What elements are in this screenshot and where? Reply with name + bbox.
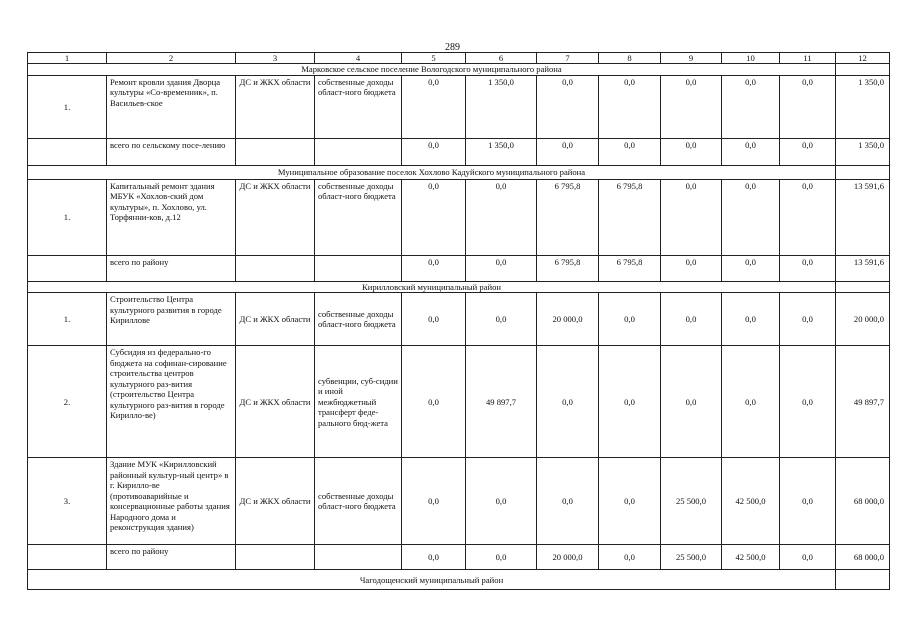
column-header: 1 <box>28 53 107 64</box>
value-cell: 0,0 <box>537 138 599 165</box>
value-cell: 0,0 <box>466 545 537 570</box>
object-name: Субсидия из федерально-го бюджета на софинан-сирование строительства центров культурного раз-вития (строительство Центра культурного раз-вития в городе Кирилло-ве) <box>107 346 236 458</box>
value-cell: 0,0 <box>466 255 537 281</box>
value-cell: 0,0 <box>599 458 661 545</box>
funding-source-cell: собственные доходы област-ного бюджета <box>315 75 402 138</box>
total-cell: 68 000,0 <box>836 458 890 545</box>
value-cell: 0,0 <box>466 458 537 545</box>
executor-cell: ДС и ЖКХ области <box>236 458 315 545</box>
subtotal-row <box>28 255 890 281</box>
empty-cell <box>836 64 890 75</box>
value-cell: 0,0 <box>537 458 599 545</box>
row-number: 1. <box>28 75 107 138</box>
section-title: Кирилловский муниципальный район <box>28 281 836 292</box>
value-cell: 0,0 <box>466 179 537 255</box>
total-cell: 13 591,6 <box>836 179 890 255</box>
empty-cell <box>315 255 402 281</box>
value-cell: 0,0 <box>599 545 661 570</box>
value-cell: 0,0 <box>722 293 780 346</box>
executor-cell: ДС и ЖКХ области <box>236 75 315 138</box>
value-cell: 42 500,0 <box>722 545 780 570</box>
section-header-row <box>28 64 890 75</box>
page-number: 289 <box>445 42 460 53</box>
empty-cell <box>236 255 315 281</box>
value-cell: 0,0 <box>599 138 661 165</box>
object-name: Капитальный ремонт здания МБУК «Хохлов-ский дом культуры», п. Хохлово, ул. Торфянни-ков, д.12 <box>107 179 236 255</box>
value-cell: 0,0 <box>599 346 661 458</box>
subtotal-row <box>28 138 890 165</box>
value-cell: 0,0 <box>722 75 780 138</box>
table-row <box>28 293 890 346</box>
value-cell: 1 350,0 <box>466 75 537 138</box>
value-cell: 0,0 <box>780 75 836 138</box>
empty-cell <box>836 281 890 292</box>
section-header-row <box>28 165 890 179</box>
total-cell: 13 591,6 <box>836 255 890 281</box>
value-cell: 42 500,0 <box>722 458 780 545</box>
column-header: 8 <box>599 53 661 64</box>
section-header-row <box>28 570 890 590</box>
column-header: 5 <box>402 53 466 64</box>
total-cell: 68 000,0 <box>836 545 890 570</box>
table-row <box>28 75 890 138</box>
column-header: 6 <box>466 53 537 64</box>
table-row <box>28 179 890 255</box>
value-cell: 0,0 <box>402 179 466 255</box>
row-number: 2. <box>28 346 107 458</box>
column-header: 4 <box>315 53 402 64</box>
subtotal-row <box>28 545 890 570</box>
value-cell: 0,0 <box>466 293 537 346</box>
value-cell: 0,0 <box>780 346 836 458</box>
value-cell: 0,0 <box>537 75 599 138</box>
value-cell: 0,0 <box>722 255 780 281</box>
row-number: 1. <box>28 179 107 255</box>
value-cell: 20 000,0 <box>537 293 599 346</box>
column-header: 10 <box>722 53 780 64</box>
section-header-row <box>28 281 890 292</box>
value-cell: 0,0 <box>402 346 466 458</box>
object-name: Ремонт кровли здания Дворца культуры «Со-временник», п. Васильев-ское <box>107 75 236 138</box>
empty-cell <box>836 165 890 179</box>
value-cell: 6 795,8 <box>599 255 661 281</box>
value-cell: 0,0 <box>661 75 722 138</box>
row-number: 1. <box>28 293 107 346</box>
value-cell: 0,0 <box>599 293 661 346</box>
budget-table <box>27 52 890 590</box>
object-name: Строительство Центра культурного развития в городе Кириллове <box>107 293 236 346</box>
funding-source-cell: собственные доходы област-ного бюджета <box>315 179 402 255</box>
value-cell: 0,0 <box>780 179 836 255</box>
column-header: 2 <box>107 53 236 64</box>
value-cell: 0,0 <box>780 458 836 545</box>
empty-cell <box>28 545 107 570</box>
value-cell: 0,0 <box>780 255 836 281</box>
total-cell: 20 000,0 <box>836 293 890 346</box>
subtotal-label: всего по сельскому посе-лению <box>107 138 236 165</box>
value-cell: 6 795,8 <box>537 179 599 255</box>
total-cell: 1 350,0 <box>836 75 890 138</box>
value-cell: 6 795,8 <box>537 255 599 281</box>
value-cell: 0,0 <box>402 293 466 346</box>
value-cell: 0,0 <box>661 346 722 458</box>
value-cell: 0,0 <box>599 75 661 138</box>
value-cell: 0,0 <box>722 179 780 255</box>
section-title: Чагодощенский муниципальный район <box>28 570 836 590</box>
value-cell: 0,0 <box>780 138 836 165</box>
value-cell: 0,0 <box>661 138 722 165</box>
value-cell: 6 795,8 <box>599 179 661 255</box>
value-cell: 0,0 <box>402 255 466 281</box>
value-cell: 0,0 <box>661 293 722 346</box>
column-header: 12 <box>836 53 890 64</box>
value-cell: 0,0 <box>780 545 836 570</box>
total-cell: 49 897,7 <box>836 346 890 458</box>
value-cell: 25 500,0 <box>661 458 722 545</box>
value-cell: 0,0 <box>722 346 780 458</box>
subtotal-label: всего по району <box>107 545 236 570</box>
empty-cell <box>236 138 315 165</box>
value-cell: 0,0 <box>402 138 466 165</box>
subtotal-label: всего по району <box>107 255 236 281</box>
value-cell: 25 500,0 <box>661 545 722 570</box>
empty-cell <box>315 545 402 570</box>
value-cell: 0,0 <box>402 75 466 138</box>
column-header: 7 <box>537 53 599 64</box>
value-cell: 49 897,7 <box>466 346 537 458</box>
object-name: Здание МУК «Кирилловский районный культур-ный центр» в г. Кирилло-ве (противоаварийные и консервационные работы здания Народного дома и реконструкция здания) <box>107 458 236 545</box>
empty-cell <box>28 255 107 281</box>
executor-cell: ДС и ЖКХ области <box>236 179 315 255</box>
column-header: 3 <box>236 53 315 64</box>
value-cell: 0,0 <box>402 458 466 545</box>
funding-source-cell: собственные доходы област-ного бюджета <box>315 458 402 545</box>
column-header-row <box>28 53 890 64</box>
total-cell: 1 350,0 <box>836 138 890 165</box>
row-number: 3. <box>28 458 107 545</box>
table-row <box>28 458 890 545</box>
value-cell: 0,0 <box>661 179 722 255</box>
section-title: Марковское сельское поселение Вологодского муниципального района <box>28 64 836 75</box>
funding-source-cell: собственные доходы област-ного бюджета <box>315 293 402 346</box>
column-header: 9 <box>661 53 722 64</box>
column-header: 11 <box>780 53 836 64</box>
value-cell: 0,0 <box>537 346 599 458</box>
executor-cell: ДС и ЖКХ области <box>236 346 315 458</box>
table-row <box>28 346 890 458</box>
empty-cell <box>836 570 890 590</box>
value-cell: 0,0 <box>661 255 722 281</box>
value-cell: 0,0 <box>780 293 836 346</box>
funding-source-cell: субвенции, суб-сидии и иной межбюджетный трансферт феде-рального бюд-жета <box>315 346 402 458</box>
value-cell: 0,0 <box>722 138 780 165</box>
value-cell: 0,0 <box>402 545 466 570</box>
section-title: Муниципальное образование поселок Хохлово Кадуйского муниципального района <box>28 165 836 179</box>
value-cell: 20 000,0 <box>537 545 599 570</box>
executor-cell: ДС и ЖКХ области <box>236 293 315 346</box>
value-cell: 1 350,0 <box>466 138 537 165</box>
empty-cell <box>28 138 107 165</box>
empty-cell <box>236 545 315 570</box>
empty-cell <box>315 138 402 165</box>
